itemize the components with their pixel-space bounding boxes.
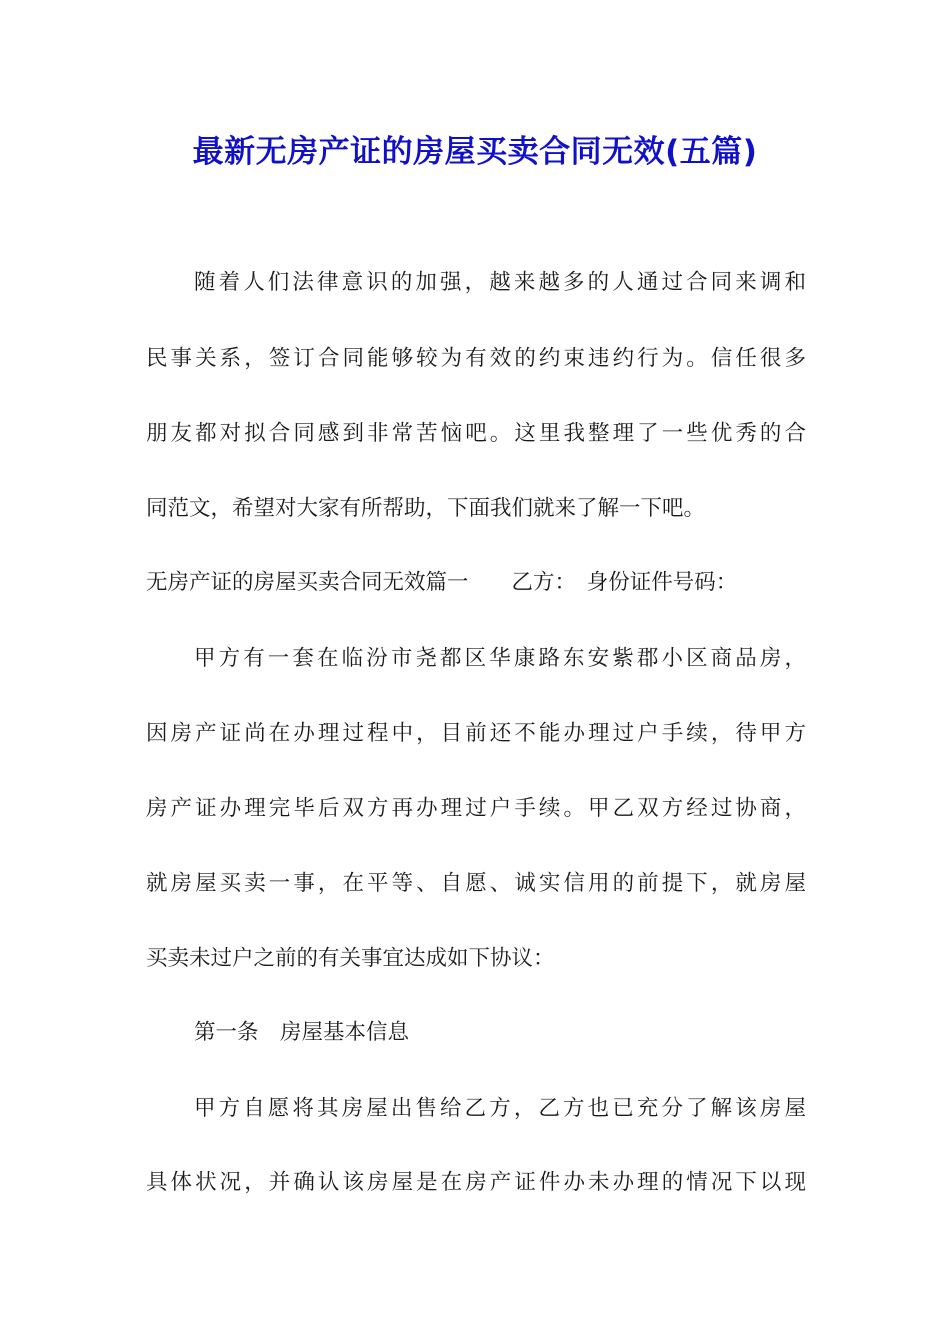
section-heading-line: 无房产证的房屋买卖合同无效篇一 乙方： 身份证件号码： [146, 570, 738, 595]
paragraph-line: 因房产证尚在办理过程中，目前还不能办理过户手续，待甲方 [146, 721, 806, 746]
paragraph-line: 房产证办理完毕后双方再办理过户手续。甲乙双方经过协商， [146, 796, 806, 821]
paragraph-line: 民事关系，签订合同能够较为有效的约束违约行为。信任很多 [146, 346, 806, 371]
paragraph-line: 同范文，希望对大家有所帮助，下面我们就来了解一下吧。 [146, 496, 706, 521]
paragraph-line: 就房屋买卖一事，在平等、自愿、诚实信用的前提下，就房屋 [146, 871, 806, 896]
paragraph-line: 具体状况，并确认该房屋是在房产证件办未办理的情况下以现 [146, 1170, 806, 1195]
paragraph-line: 朋友都对拟合同感到非常苦恼吧。这里我整理了一些优秀的合 [146, 421, 806, 446]
article-heading: 第一条 房屋基本信息 [194, 1020, 410, 1045]
paragraph-line: 随着人们法律意识的加强，越来越多的人通过合同来调和 [194, 270, 806, 295]
paragraph-line: 甲方有一套在临汾市尧都区华康路东安紫郡小区商品房， [194, 646, 806, 671]
paragraph-line: 甲方自愿将其房屋出售给乙方，乙方也已充分了解该房屋 [194, 1096, 806, 1121]
document-title: 最新无房产证的房屋买卖合同无效(五篇) [192, 134, 758, 170]
paragraph-line: 买卖未过户之前的有关事宜达成如下协议： [146, 946, 555, 971]
